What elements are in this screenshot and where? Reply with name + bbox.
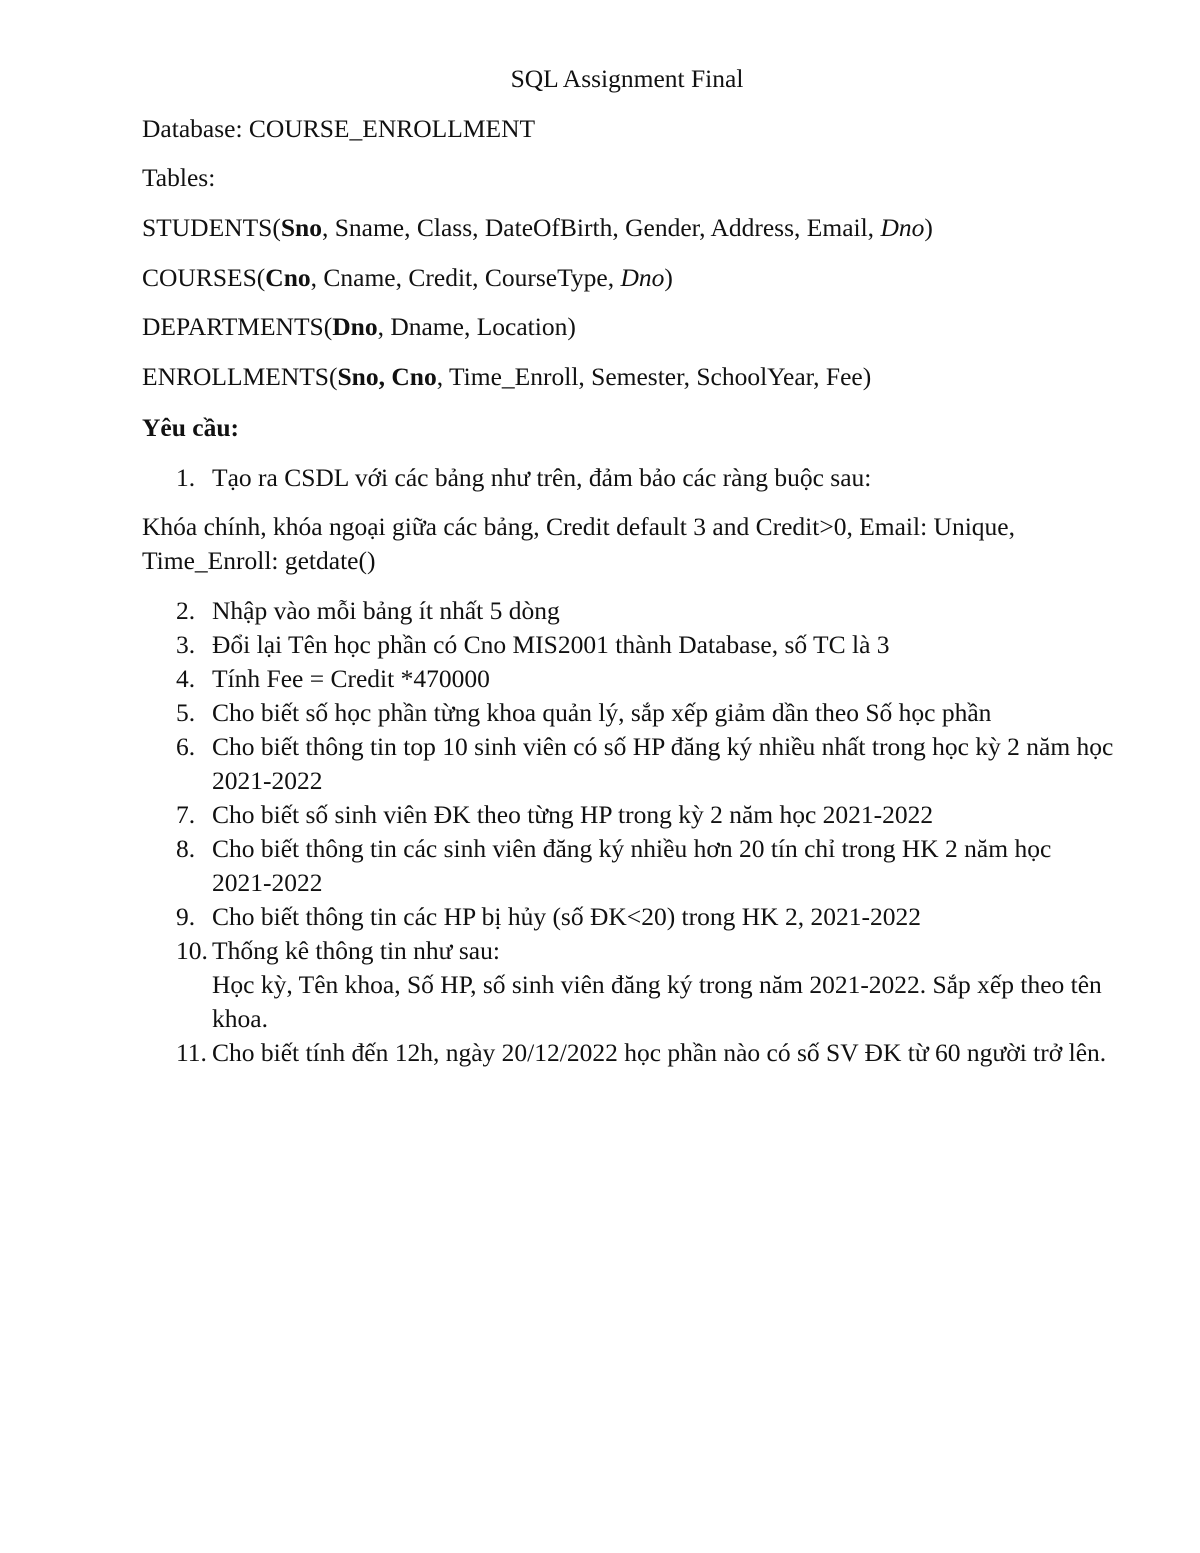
schema-name: COURSES(	[142, 263, 266, 292]
task-list-first	[142, 461, 1117, 495]
tables-label: Tables:	[142, 163, 216, 192]
schema-name: DEPARTMENTS(	[142, 312, 333, 341]
task-number: 4.	[176, 664, 196, 693]
task-number: 7.	[176, 800, 196, 829]
task-item	[142, 730, 1117, 798]
schema-attributes: , Sname, Class, DateOfBirth, Gender, Address, Email,	[321, 213, 881, 242]
task-text: Đổi lại Tên học phần có Cno MIS2001 thành Database, số TC là 3	[212, 630, 890, 659]
task-number: 1.	[176, 463, 196, 492]
task-number: 11.	[176, 1038, 207, 1067]
primary-key: Dno	[332, 312, 378, 341]
task-number: 9.	[176, 902, 196, 931]
schema-attributes: , Cname, Credit, CourseType,	[310, 263, 621, 292]
foreign-key: Dno	[620, 263, 665, 292]
task-number: 2.	[176, 596, 196, 625]
task-number: 3.	[176, 630, 196, 659]
document-title: SQL Assignment Final	[510, 64, 744, 93]
task-list	[142, 594, 1117, 1070]
primary-key: Sno	[280, 213, 322, 242]
task-number: 8.	[176, 834, 196, 863]
schema-close: )	[924, 213, 933, 242]
schema-departments	[142, 310, 576, 344]
task-text: Thống kê thông tin như sau:	[212, 936, 500, 965]
task-item	[142, 798, 1117, 832]
schema-courses	[142, 261, 673, 295]
task-text: Cho biết tính đến 12h, ngày 20/12/2022 học phần nào có số SV ĐK từ 60 người trở lên.	[212, 1038, 1107, 1067]
task-item	[142, 696, 1117, 730]
task-number: 6.	[176, 732, 196, 761]
task-item	[142, 900, 1117, 934]
schema-name: ENROLLMENTS(	[142, 362, 338, 391]
task-number: 5.	[176, 698, 196, 727]
task-item	[142, 1036, 1117, 1070]
task-text: Cho biết thông tin các HP bị hủy (số ĐK<20) trong HK 2, 2021-2022	[212, 902, 921, 931]
task-item	[142, 628, 1117, 662]
requirements-heading: Yêu cầu:	[142, 413, 240, 442]
task-subtext: Học kỳ, Tên khoa, Số HP, số sinh viên đăng ký trong năm 2021-2022. Sắp xếp theo tên khoa.	[212, 970, 1102, 1033]
primary-key: Cno	[265, 263, 311, 292]
schema-enrollments	[142, 360, 871, 394]
schema-attributes: , Time_Enroll, Semester, SchoolYear, Fee)	[436, 362, 872, 391]
task-item	[142, 461, 1117, 495]
schema-students	[142, 211, 933, 245]
task-text: Cho biết số sinh viên ĐK theo từng HP trong kỳ 2 năm học 2021-2022	[212, 800, 934, 829]
task-text: Cho biết thông tin các sinh viên đăng ký nhiều hơn 20 tín chỉ trong HK 2 năm học 2021-2022	[212, 834, 1052, 897]
foreign-key: Dno	[880, 213, 925, 242]
task-item	[142, 662, 1117, 696]
primary-key: Sno, Cno	[337, 362, 437, 391]
task-text: Cho biết thông tin top 10 sinh viên có số HP đăng ký nhiều nhất trong học kỳ 2 năm học 2021-2022	[212, 732, 1114, 795]
task-number: 10.	[176, 936, 208, 965]
task-text: Nhập vào mỗi bảng ít nhất 5 dòng	[212, 596, 560, 625]
constraints-paragraph: Khóa chính, khóa ngoại giữa các bảng, Credit default 3 and Credit>0, Email: Unique, Time_Enroll: getdate()	[142, 512, 1016, 575]
task-item	[142, 934, 1117, 1036]
schema-name: STUDENTS(	[142, 213, 281, 242]
schema-attributes: , Dname, Location)	[377, 312, 576, 341]
database-line: Database: COURSE_ENROLLMENT	[142, 114, 536, 143]
task-text: Tính Fee = Credit *470000	[212, 664, 490, 693]
schema-close: )	[664, 263, 673, 292]
task-item	[142, 832, 1117, 900]
task-text: Cho biết số học phần từng khoa quản lý, sắp xếp giảm dần theo Số học phần	[212, 698, 992, 727]
task-item	[142, 594, 1117, 628]
task-text: Tạo ra CSDL với các bảng như trên, đảm bảo các ràng buộc sau:	[212, 463, 872, 492]
